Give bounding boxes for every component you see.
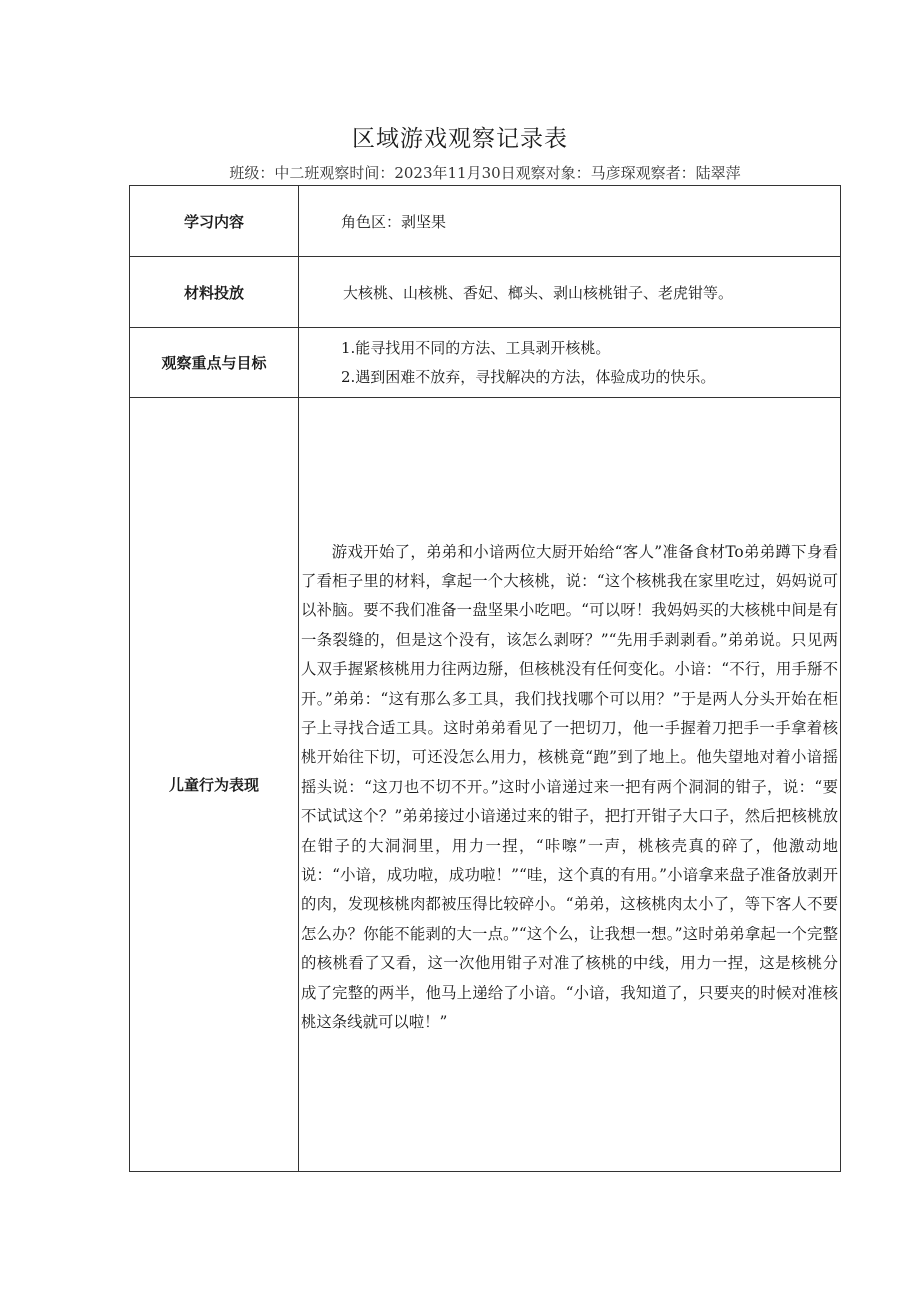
goals-label: 观察重点与目标 — [130, 328, 299, 398]
goal-item: 1.能寻找用不同的方法、工具剥开核桃。 — [341, 338, 611, 357]
page-title: 区域游戏观察记录表 — [352, 126, 568, 152]
table-row-behavior — [130, 398, 841, 1172]
observation-table — [129, 185, 841, 1172]
goal-item: 2.遇到困难不放弃，寻找解决的方法，体验成功的快乐。 — [341, 367, 716, 386]
table-row-learning — [130, 186, 841, 257]
goals-value — [299, 328, 841, 398]
behavior-narrative: 游戏开始了，弟弟和小谙两位大厨开始给“客人”准备食材To弟弟蹲下身看了看柜子里的材料，拿起一个大核桃，说：“这个核桃我在家里吃过，妈妈说可以补脑。要不我们准备一盘坚果小吃吧。“可以呀！我妈妈买的大核桃中间是有一条裂缝的，但是这个没有，该怎么剥呀？”“先用手剥剥看。”弟弟说。只见两人双手握紧核桃用力往两边掰，但核桃没有任何变化。小谙：“不行，用手掰不开。”弟弟：“这有那么多工具，我们找找哪个可以用？”于是两人分头开始在柜子上寻找合适工具。这时弟弟看见了一把切刀，他一手握着刀把手一手拿着核桃开始往下切，可还没怎么用力，核桃竟“跑”到了地上。他失望地对着小谙摇摇头说：“这刀也不切不开。”这时小谙递过来一把有两个洞洞的钳子，说：“要不试试这个？”弟弟接过小谙递过来的钳子，把打开钳子大口子，然后把核桃放在钳子的大洞洞里，用力一捏，“咔嚓”一声，桃核壳真的碎了，他激动地说：“小谙，成功啦，成功啦！”“哇，这个真的有用。”小谙拿来盘子准备放剥开的肉，发现核桃肉都被压得比较碎小。“弟弟，这核桃肉太小了，等下客人不要怎么办？你能不能剥的大一点。”“这个么，让我想一想。”这时弟弟拿起一个完整的核桃看了又看，这一次他用钳子对准了核桃的中线，用力一捏，这是核桃分成了完整的两半，他马上递给了小谙。“小谙，我知道了，只要夹的时候对准核桃这条线就可以啦！” — [301, 542, 838, 1032]
table-row-materials — [130, 257, 841, 328]
learning-value: 角色区：剥坚果 — [299, 186, 841, 257]
materials-value: 大核桃、山核桃、香妃、榔头、剥山核桃钳子、老虎钳等。 — [299, 257, 841, 328]
materials-label: 材料投放 — [130, 257, 299, 328]
table-row-goals — [130, 328, 841, 398]
behavior-label: 儿童行为表现 — [130, 398, 299, 1172]
observation-meta: 班级：中二班观察时间：2023年11月30日观察对象：马彦琛观察者：陆翠萍 — [229, 164, 741, 182]
behavior-value — [299, 398, 841, 1172]
learning-label: 学习内容 — [130, 186, 299, 257]
